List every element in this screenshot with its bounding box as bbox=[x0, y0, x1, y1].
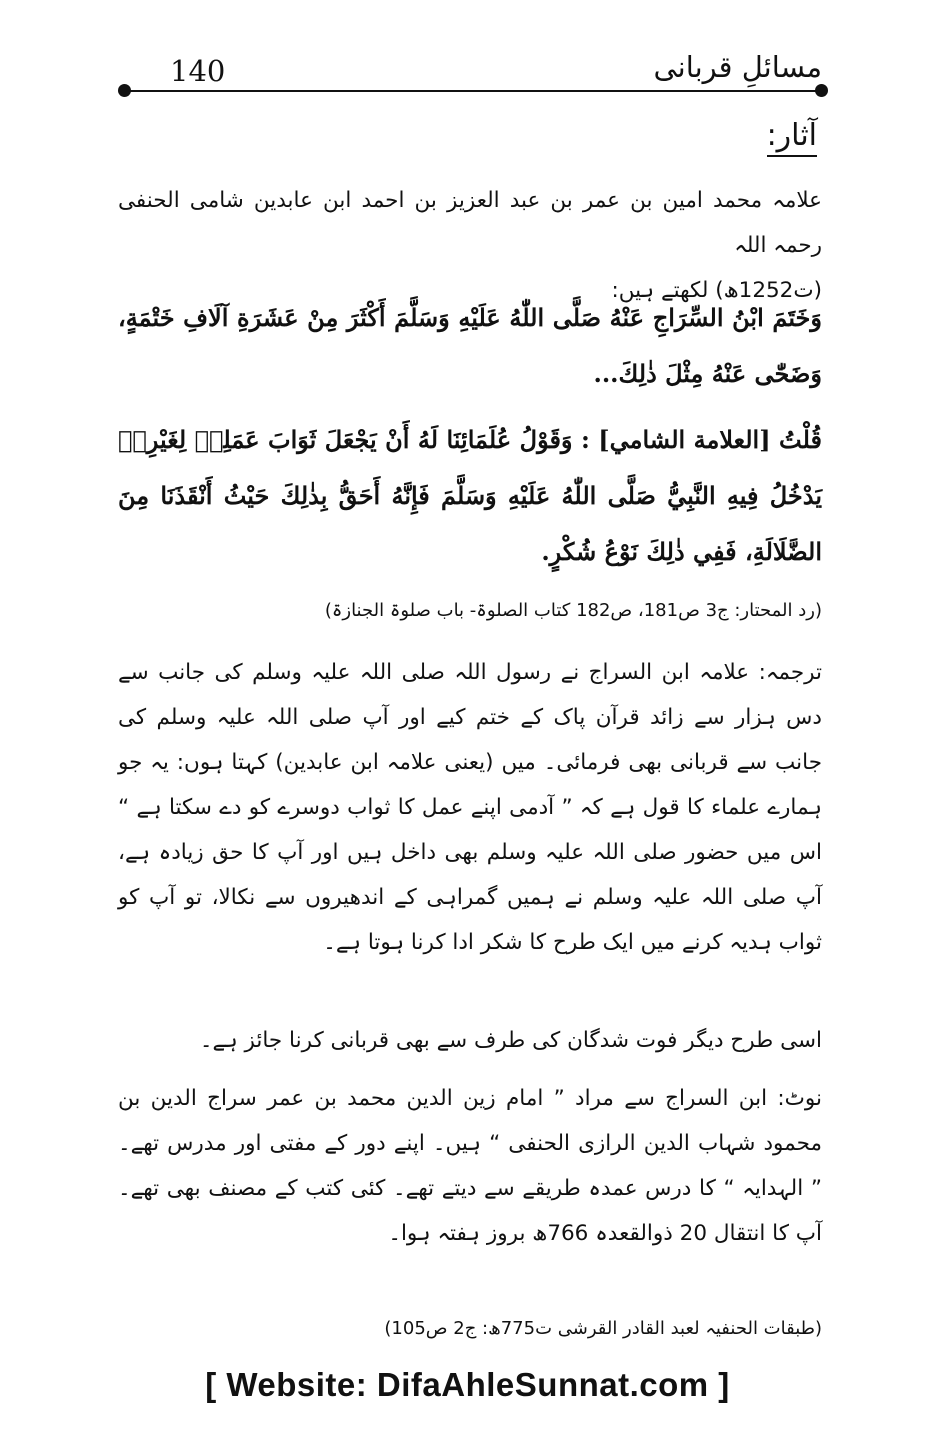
note-paragraph: نوٹ: ابن السراج سے مراد ” امام زین الدین محمد بن عمر سراج الدین بن محمود شہاب الدین الرازی الحنفی “ ہیں۔ اپنے دور کے مفتی اور مدرس تھے۔ ” الہدایہ “ کا درس عمدہ طریقے سے دیتے تھے۔ کئی کتب کے مصنف بھی تھے۔ آپ کا انتقال 20 ذوالقعدہ 766ھ بروز ہفتہ ہوا۔ bbox=[118, 1086, 822, 1246]
intro-line-1: علامہ محمد امین بن عمر بن عبد العزیز بن احمد ابن عابدین شامی الحنفی رحمہ اللہ bbox=[118, 188, 822, 258]
arabic-quote-1-block bbox=[118, 290, 822, 402]
arabic-quote-1: وَخَتَمَ ابْنُ السِّرَاجِ عَنْهُ صَلَّى اللّٰهُ عَلَيْهِ وَسَلَّمَ أَكْثَرَ مِنْ عَشَرَةِ آلَافِ خَتْمَةٍ، وَضَحّٰى عَنْهُ مِثْلَ ذٰلِكَ... bbox=[118, 303, 822, 388]
intro-line-2: (ت1252ھ) لکھتے ہیں: bbox=[611, 278, 822, 303]
book-title: مسائلِ قربانی bbox=[653, 50, 822, 84]
page-number: 140 bbox=[170, 54, 226, 88]
conclusion-block bbox=[118, 1018, 822, 1063]
website-footer: [ Website: DifaAhleSunnat.com ] bbox=[205, 1366, 730, 1403]
rule-end-dot-left bbox=[118, 84, 131, 97]
arabic-quote-2: قُلْتُ [العلامة الشامي] : وَقَوْلُ عُلَمَائِنَا لَهُ أَنْ يَجْعَلَ ثَوَابَ عَمَلِهٖ لِغَيْرِهٖ يَدْخُلُ فِيهِ النَّبِيُّ صَلَّى اللّٰهُ عَلَيْهِ وَسَلَّمَ فَإِنَّهُ أَحَقُّ بِذٰلِكَ حَيْثُ أَنْقَذَنَا مِنَ الضَّلَالَةِ، فَفِي ذٰلِكَ نَوْعُ شُكْرٍ. bbox=[118, 425, 822, 566]
section-heading: آثار: bbox=[767, 118, 817, 157]
page-header bbox=[118, 50, 830, 110]
note-block bbox=[118, 1076, 822, 1256]
header-rule bbox=[124, 90, 821, 92]
reference-2-block bbox=[118, 1312, 822, 1346]
translation-block bbox=[118, 650, 822, 965]
reference-2: (طبقات الحنفیہ لعبد القادر القرشی ت775ھ: ج2 ص105) bbox=[384, 1318, 822, 1339]
reference-1-block bbox=[118, 594, 822, 628]
reference-1: (رد المحتار: ج3 ص181، ص182 کتاب الصلوۃ- باب صلوۃ الجنازۃ) bbox=[324, 600, 822, 621]
conclusion-line: اسی طرح دیگر فوت شدگان کی طرف سے بھی قربانی کرنا جائز ہے۔ bbox=[199, 1028, 822, 1053]
rule-end-dot-right bbox=[815, 84, 828, 97]
translation-paragraph: ترجمہ: علامہ ابن السراج نے رسول اللہ صلی اللہ علیہ وسلم کی جانب سے دس ہزار سے زائد قرآن پاک کے ختم کیے اور آپ صلی اللہ علیہ وسلم کی جانب سے قربانی بھی فرمائی۔ میں (یعنی علامہ ابن عابدین) کہتا ہوں: یہ جو ہمارے علماء کا قول ہے کہ ” آدمی اپنے عمل کا ثواب دوسرے کو دے سکتا ہے “ اس میں حضور صلی اللہ علیہ وسلم بھی داخل ہیں اور آپ کا حق زیادہ ہے، آپ صلی اللہ علیہ وسلم نے ہمیں گمراہی کے اندھیروں سے نکالا، تو آپ کو ثواب ہدیہ کرنے میں ایک طرح کا شکر ادا کرنا ہوتا ہے۔ bbox=[118, 660, 822, 955]
arabic-quote-2-block bbox=[118, 412, 822, 580]
